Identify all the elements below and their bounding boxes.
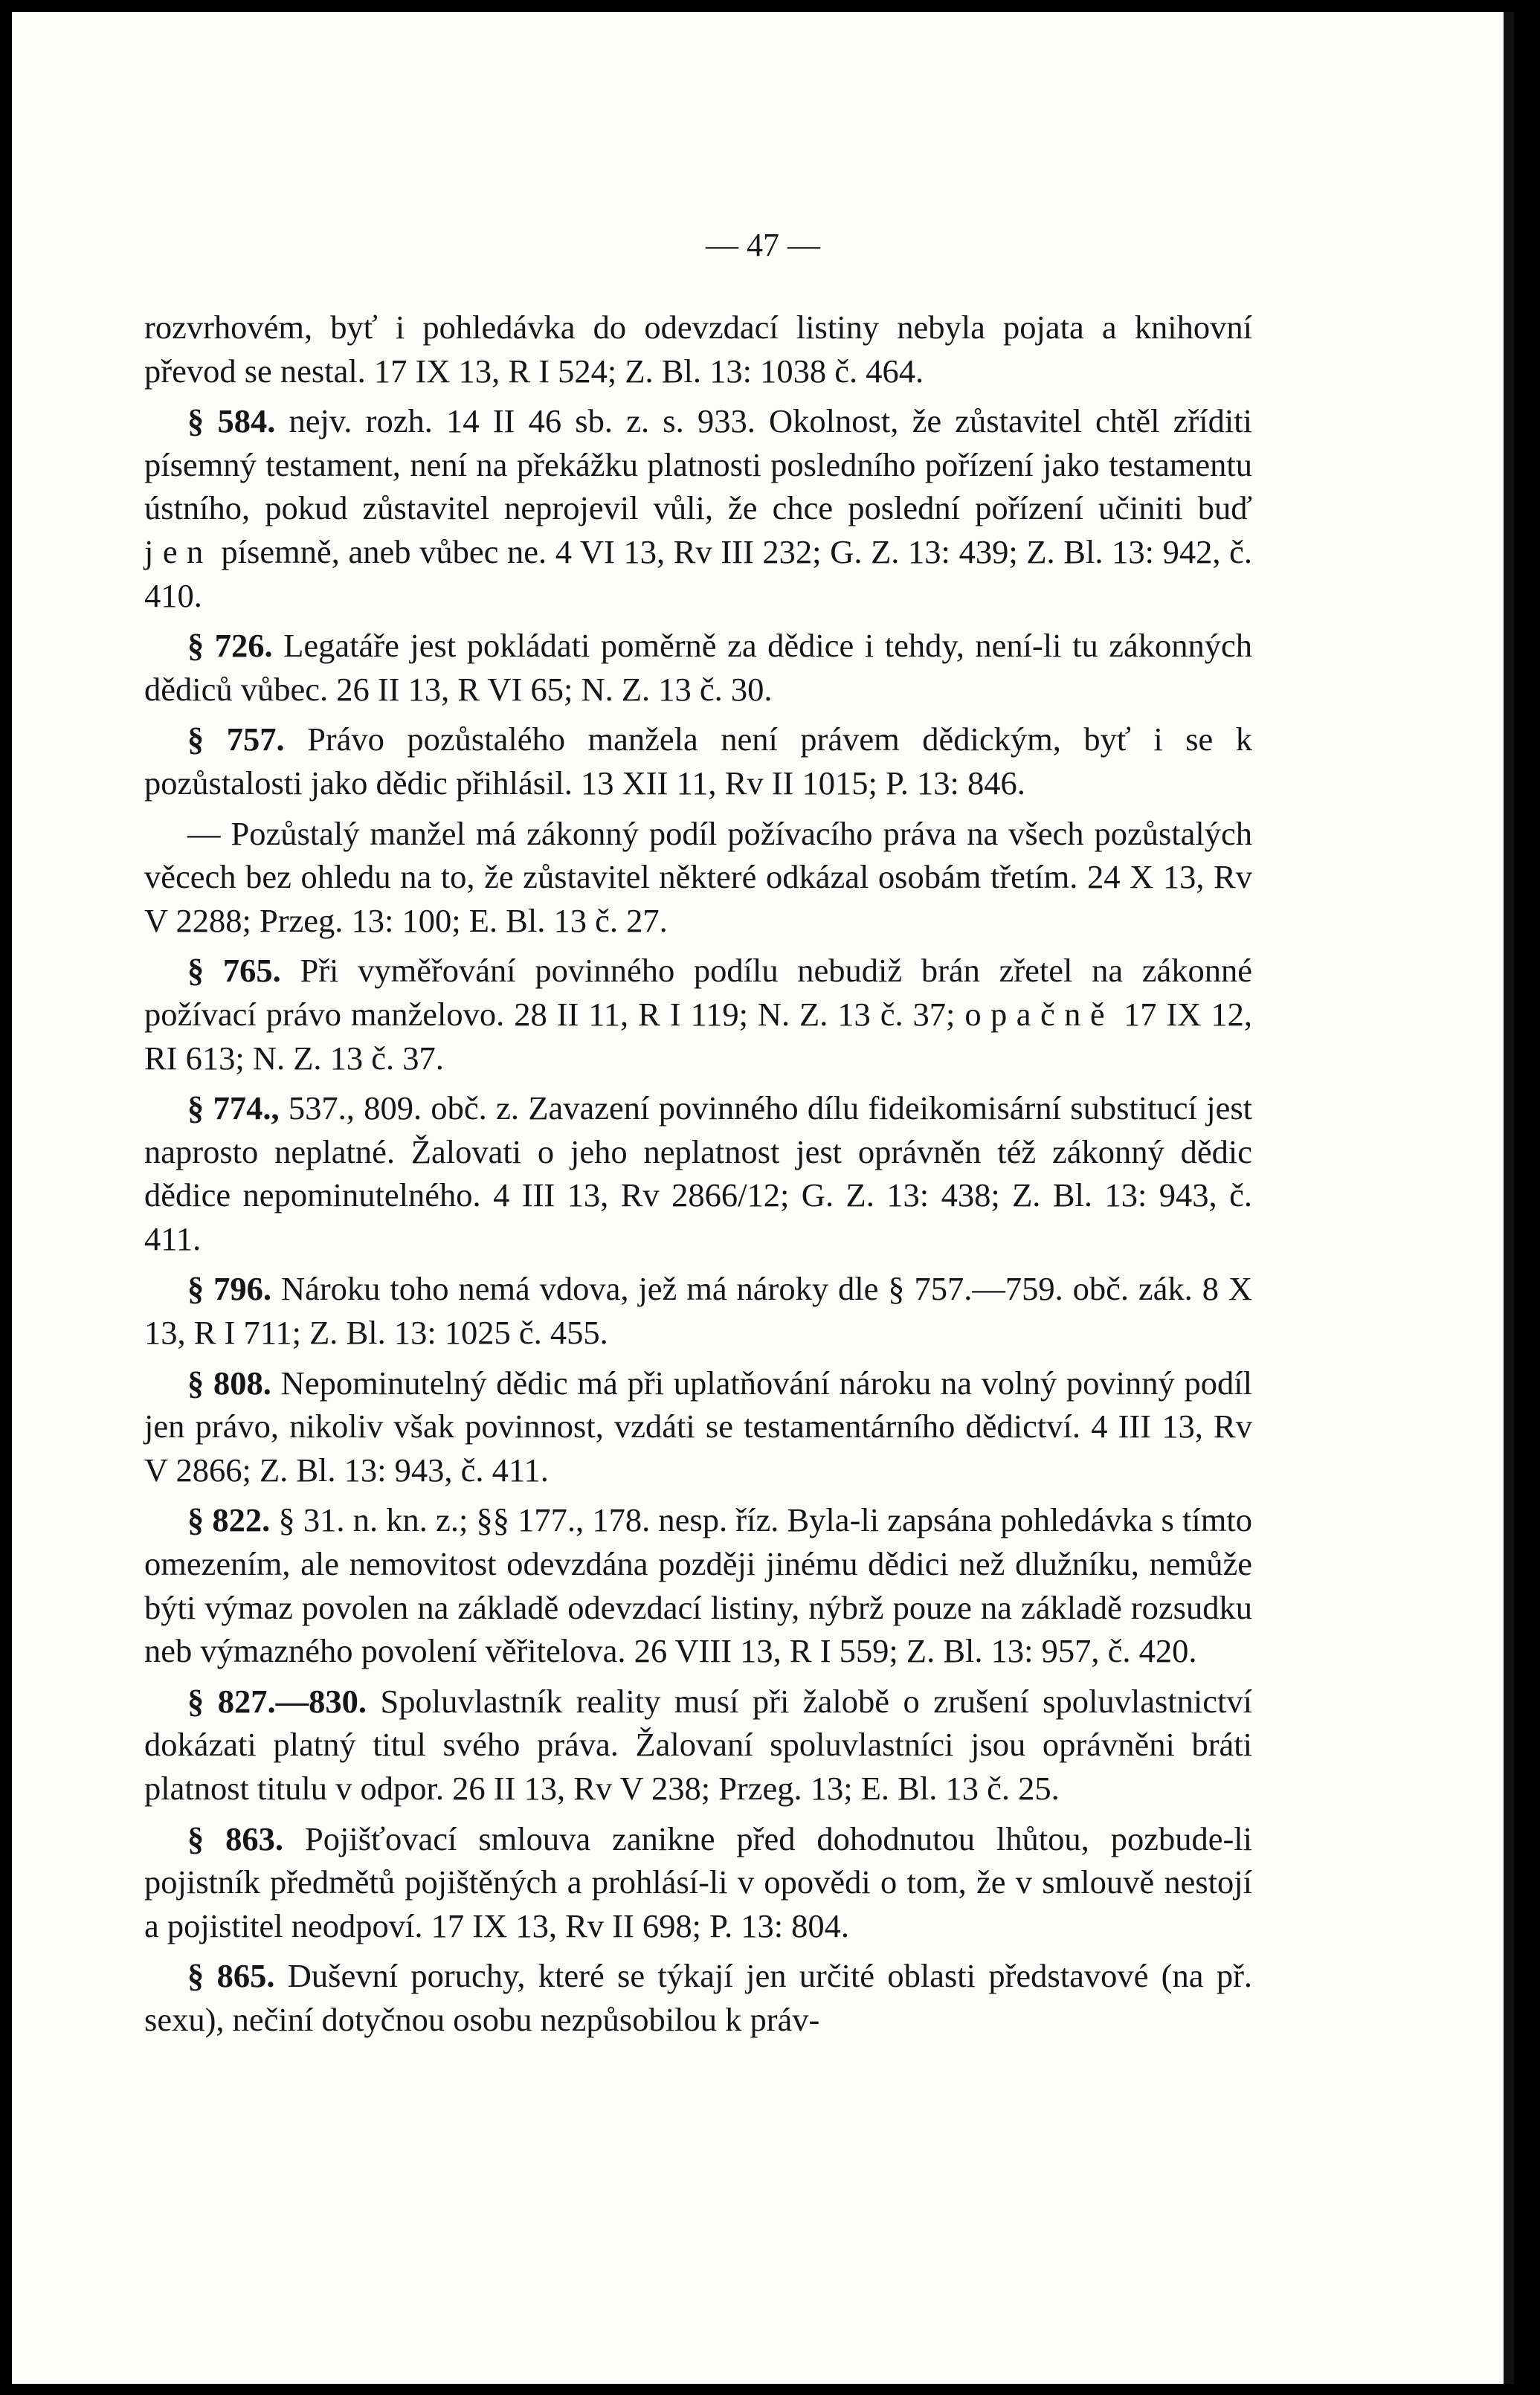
- paragraph-text: rozvrhovém, byť i pohledávka do odevzdací listiny nebyla pojata a knihovní převod se nestal. 17 IX 13, R I 524; Z. Bl. 13: 1038 č. 464.: [144, 309, 1252, 390]
- section-number: § 796.: [187, 1270, 272, 1308]
- paragraph-text: — Pozůstalý manžel má zákonný podíl požívacího práva na všech pozůstalých věcech bez ohledu na to, že zůstavitel některé odkázal osobám třetím. 24 X 13, Rv V 2288; Przeg. 13: 100; E. Bl. 13 č. 27.: [144, 814, 1252, 939]
- paragraph-text: Pojišťovací smlouva zanikne před dohodnutou lhůtou, pozbude-li pojistník předmětů pojištěných a prohlásí-li v opovědi o tom, že v smlouvě nestojí a pojistitel neodpoví. 17 IX 13, Rv II 698; P. 13: 804.: [144, 1819, 1253, 1944]
- section-number: § 827.—830.: [187, 1682, 367, 1720]
- page-number: — 47 —: [706, 227, 820, 263]
- paragraph-text: Při vyměřování povinného podílu nebudiž brán zřetel na zákonné požívací právo manželovo. 28 II 11, R I 119; N. Z. 13 č. 37;: [144, 952, 1253, 1033]
- paragraph-863: [144, 1817, 1252, 1948]
- paragraph-726: [144, 624, 1252, 711]
- section-number: § 822.: [187, 1501, 271, 1539]
- spaced-emphasis: jen: [144, 532, 213, 570]
- paragraph-text: 537., 809. obč. z. Zavazení povinného dílu fideikomisární substitucí jest naprosto neplatné. Žalovati o jeho neplatnost jest oprávněn též zákonný dědic dědice nepominutelného. 4 III 13, Rv 2866/12; G. Z. 13: 438; Z. Bl. 13: 943, č. 411.: [144, 1089, 1252, 1257]
- paragraph-822: [144, 1498, 1252, 1672]
- paragraph-text: § 31. n. kn. z.; §§ 177., 178. nesp. říz. Byla-li zapsána pohledávka s tímto omezením, ale nemovitost odevzdána později jinému dědici než dlužníku, nemůže býti výmaz povolen na základě odevzdací listiny, nýbrž pouze na základě rozsudku neb výmazného povolení věřitelova. 26 VIII 13, R I 559; Z. Bl. 13: 957, č. 420.: [144, 1501, 1253, 1670]
- paragraph-765: [144, 949, 1252, 1080]
- paragraph-584: [144, 399, 1252, 617]
- paragraph-757-note: [144, 812, 1252, 943]
- paragraph-774: [144, 1086, 1252, 1260]
- paragraph-text: Právo pozůstalého manžela není právem dědickým, byť i se k pozůstalosti jako dědic přihlásil. 13 XII 11, Rv II 1015; P. 13: 846.: [144, 721, 1253, 802]
- paragraph-continuation: [144, 306, 1252, 393]
- paragraph-text-after: 17 IX 12, RI 613; N. Z. 13 č. 37.: [144, 995, 1252, 1077]
- body-text: [144, 306, 1252, 2049]
- page-edge-shadow: [1504, 12, 1514, 2384]
- paragraph-796: [144, 1267, 1252, 1354]
- scanned-page: [12, 12, 1514, 2384]
- paragraph-text: Nároku toho nemá vdova, jež má nároky dle § 757.—759. obč. zák. 8 X 13, R I 711; Z. Bl. 13: 1025 č. 455.: [144, 1270, 1252, 1352]
- paragraph-text: Nepominutelný dědic má při uplatňování nároku na volný povinný podíl jen právo, nikoliv však povinnost, vzdáti se testamentárního dědictví. 4 III 13, Rv V 2866; Z. Bl. 13: 943, č. 411.: [144, 1364, 1253, 1489]
- section-number: § 808.: [187, 1364, 271, 1402]
- paragraph-865: [144, 1954, 1252, 2041]
- paragraph-text: Spoluvlastník reality musí při žalobě o zrušení spoluvlastnictví dokázati platný titul svého práva. Žalovaní spoluvlastníci jsou oprávněni bráti platnost titulu v odpor. 26 II 13, Rv V 238; Przeg. 13; E. Bl. 13 č. 25.: [144, 1682, 1253, 1807]
- paragraph-text: Duševní poruchy, které se týkají jen určité oblasti představové (na př. sexu), nečiní dotyčnou osobu nezpůsobilou k práv-: [144, 1957, 1253, 2038]
- paragraph-808: [144, 1361, 1252, 1492]
- section-number: § 865.: [187, 1957, 275, 1995]
- paragraph-text: Legatáře jest pokládati poměrně za dědice i tehdy, není-li tu zákonných dědiců vůbec. 26 II 13, R VI 65; N. Z. 13 č. 30.: [144, 627, 1252, 708]
- section-number: § 584.: [187, 402, 276, 440]
- spaced-emphasis: opačně: [964, 995, 1115, 1033]
- section-number: § 765.: [187, 952, 281, 990]
- paragraph-757: [144, 718, 1252, 805]
- section-number: § 757.: [187, 721, 285, 758]
- paragraph-text: nejv. rozh. 14 II 46 sb. z. s. 933. Okolnost, že zůstavitel chtěl zříditi písemný testament, není na překážku platnosti posledního pořízení jako testamentu ústního, pokud zůstavitel neprojevil vůli, že chce poslední pořízení učiniti buď: [144, 402, 1252, 527]
- section-number: § 726.: [187, 627, 273, 665]
- section-number: § 863.: [187, 1819, 284, 1857]
- paragraph-text-after: písemně, aneb vůbec ne. 4 VI 13, Rv III 232; G. Z. 13: 439; Z. Bl. 13: 942, č. 410.: [144, 532, 1252, 614]
- paragraph-827-830: [144, 1680, 1252, 1811]
- section-number: § 774.,: [187, 1089, 280, 1127]
